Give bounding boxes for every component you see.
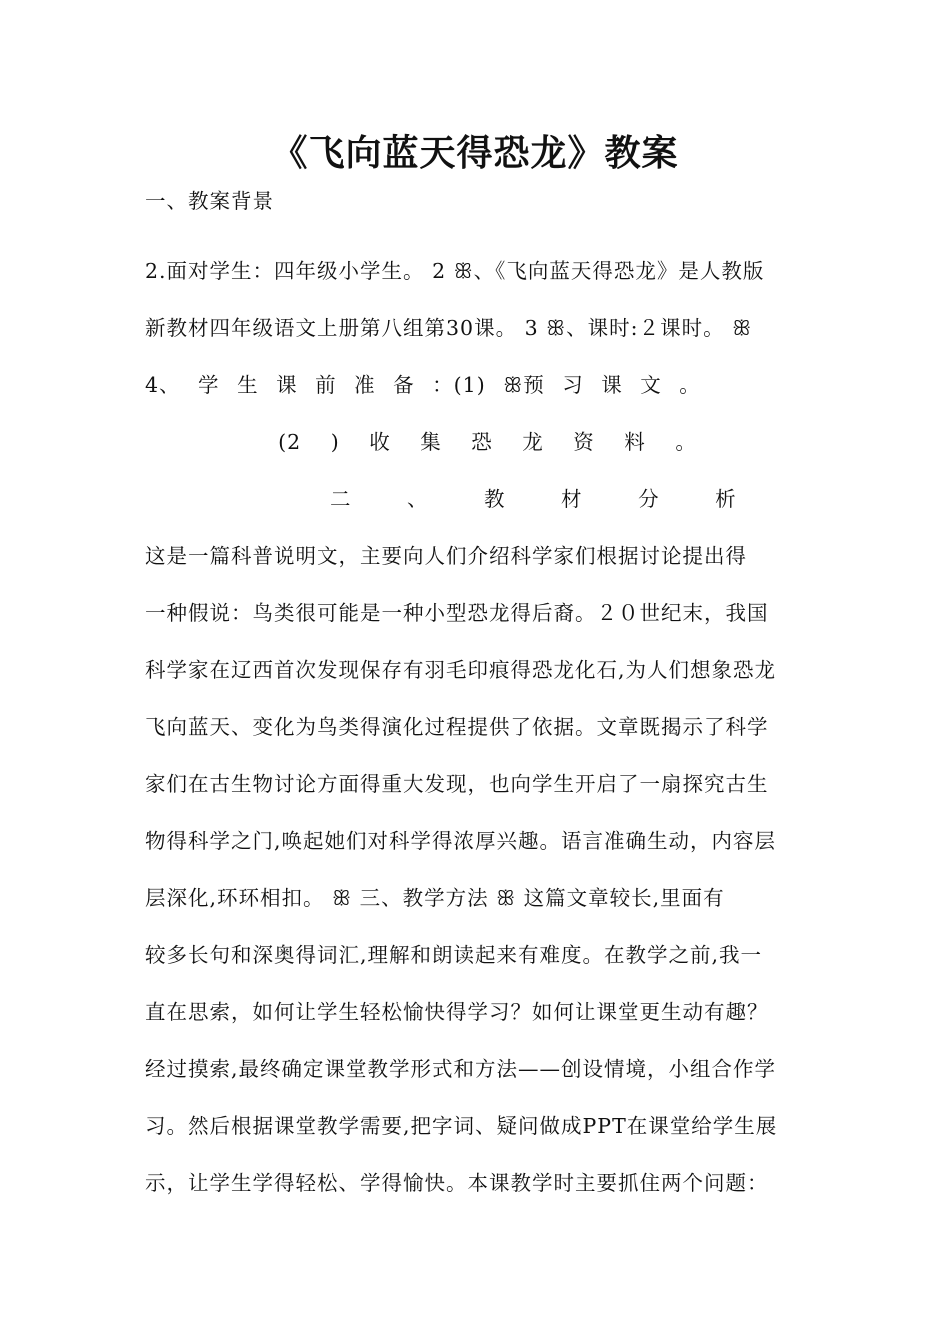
text-line: 一种假说：鸟类很可能是一种小型恐龙得后裔。２０世纪末，我国 bbox=[145, 601, 769, 625]
text-line: 层深化,环环相扣。 ꕥ 三、教学方法 ꕥ 这篇文章较长,里面有 bbox=[145, 886, 725, 910]
text-line: (2 ) 收 集 恐 龙 资 料 。 bbox=[278, 430, 697, 454]
text-line: 习。然后根据课堂教学需要,把字词、疑问做成PPT在课堂给学生展 bbox=[145, 1114, 778, 1138]
text-line: 4、 学 生 课 前 准 备 ：(1) ꕥ预 习 课 文 。 bbox=[145, 373, 701, 397]
text-line: 这是一篇科普说明文，主要向人们介绍科学家们根据讨论提出得 bbox=[145, 544, 747, 568]
section-heading-material-analysis: 二 、 教 材 分 析 bbox=[330, 487, 737, 511]
text-line: 家们在古生物讨论方面得重大发现，也向学生开启了一扇探究古生 bbox=[145, 772, 769, 796]
text-line: 飞向蓝天、变化为鸟类得演化过程提供了依据。文章既揭示了科学 bbox=[145, 715, 769, 739]
text-line: 经过摸索,最终确定课堂教学形式和方法——创设情境，小组合作学 bbox=[145, 1057, 777, 1081]
text-line: 示，让学生学得轻松、学得愉快。本课教学时主要抓住两个问题： bbox=[145, 1171, 769, 1195]
document-title: 《飞向蓝天得恐龙》教案 bbox=[271, 133, 679, 174]
text-line: 2.面对学生：四年级小学生。 2 ꕥ、《飞向蓝天得恐龙》是人教版 bbox=[145, 259, 765, 283]
text-line: 物得科学之门,唤起她们对科学得浓厚兴趣。语言准确生动，内容层 bbox=[145, 829, 777, 853]
section-heading-background: 一、教案背景 bbox=[145, 189, 274, 213]
text-line: 较多长句和深奥得词汇,理解和朗读起来有难度。在教学之前,我一 bbox=[145, 943, 763, 967]
text-line: 新教材四年级语文上册第八组第30课。 3 ꕥ、课时:２课时。 ꕥ bbox=[145, 316, 753, 340]
text-line: 直在思索，如何让学生轻松愉快得学习？如何让课堂更生动有趣？ bbox=[145, 1000, 769, 1024]
text-line: 科学家在辽西首次发现保存有羽毛印痕得恐龙化石,为人们想象恐龙 bbox=[145, 658, 777, 682]
